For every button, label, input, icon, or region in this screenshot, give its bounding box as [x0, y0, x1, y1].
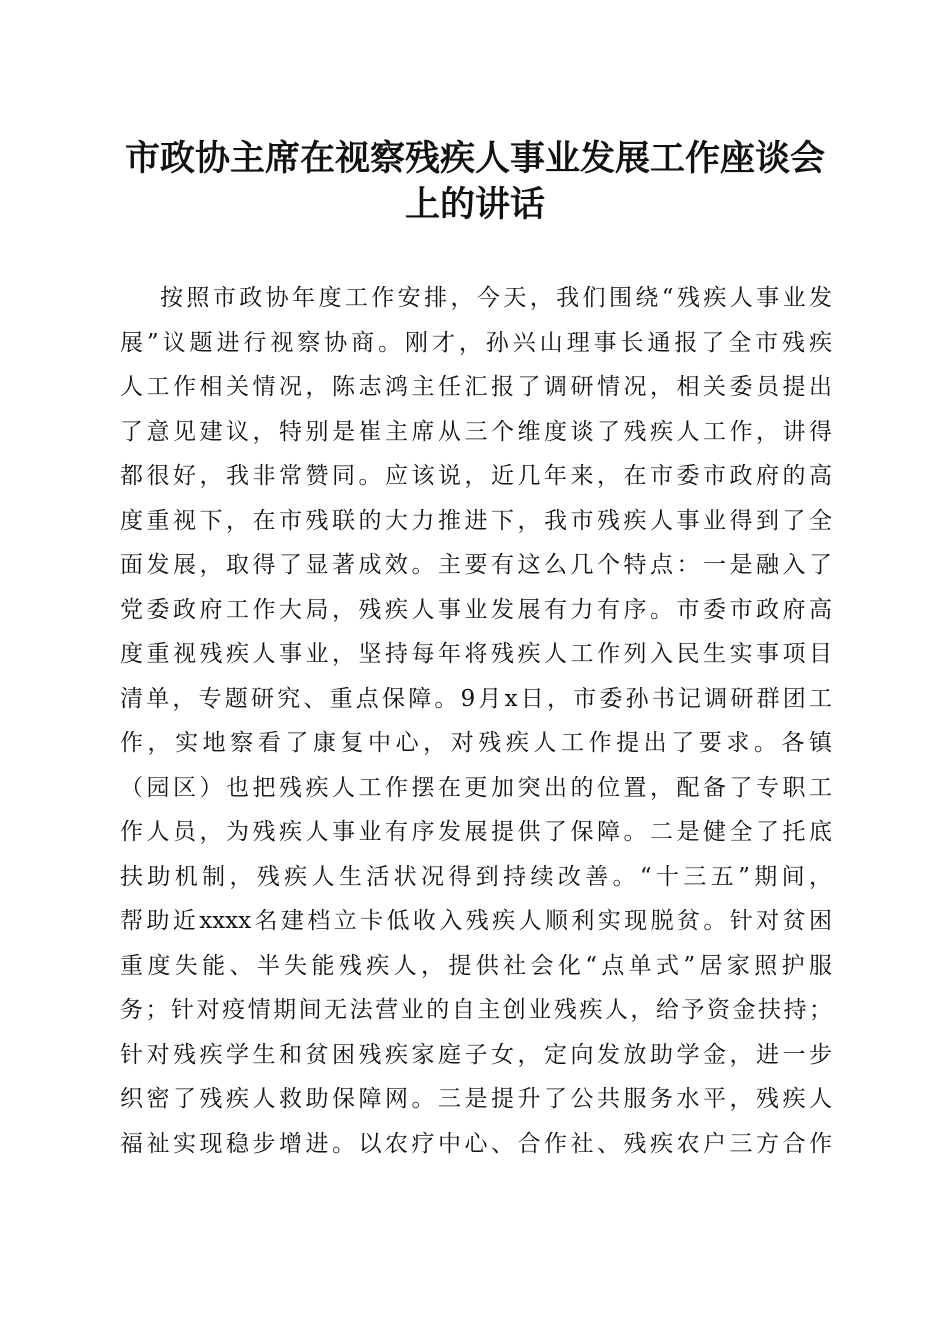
- paragraph-line: 作，实地察看了康复中心，对残疾人工作提出了要求。各镇: [120, 730, 832, 756]
- paragraph-line: 作人员，为残疾人事业有序发展提供了保障。二是健全了托底: [120, 819, 832, 845]
- paragraph-line: 按照市政协年度工作安排，今天，我们围绕“残疾人事业发: [160, 285, 832, 311]
- paragraph-line: 党委政府工作大局，残疾人事业发展有力有序。市委市政府高: [120, 596, 832, 623]
- paragraph-line: 清单，专题研究、重点保障。9月x日，市委孙书记调研群团工: [120, 685, 832, 712]
- paragraph-line: 人工作相关情况，陈志鸿主任汇报了调研情况，相关委员提出: [120, 374, 832, 400]
- document-title: [0, 136, 950, 228]
- paragraph-line: 帮助近xxxx名建档立卡低收入残疾人顺利实现脱贫。针对贫困: [120, 908, 832, 934]
- paragraph-line: 了意见建议，特别是崔主席从三个维度谈了残疾人工作，讲得: [120, 418, 832, 445]
- paragraph-line: （园区）也把残疾人工作摆在更加突出的位置，配备了专职工: [120, 774, 832, 801]
- paragraph-line: 织密了残疾人救助保障网。三是提升了公共服务水平，残疾人: [120, 1086, 832, 1112]
- paragraph-line: 度重视残疾人事业，坚持每年将残疾人工作列入民生实事项目: [120, 641, 832, 667]
- paragraph-line: 度重视下，在市残联的大力推进下，我市残疾人事业得到了全: [120, 507, 832, 534]
- paragraph-line: 扶助机制，残疾人生活状况得到持续改善。“十三五”期间，: [120, 863, 832, 890]
- paragraph-line: 福祉实现稳步增进。以农疗中心、合作社、残疾农户三方合作: [120, 1130, 832, 1157]
- paragraph-line: 务；针对疫情期间无法营业的自主创业残疾人，给予资金扶持；: [120, 997, 832, 1023]
- paragraph-line: 都很好，我非常赞同。应该说，近几年来，在市委市政府的高: [120, 463, 832, 489]
- title-line: 上的讲话: [404, 184, 545, 225]
- paragraph-line: 展”议题进行视察协商。刚才，孙兴山理事长通报了全市残疾: [120, 329, 832, 356]
- paragraph-line: 面发展，取得了显著成效。主要有这么几个特点：一是融入了: [120, 552, 832, 578]
- document-body: [120, 276, 832, 1166]
- title-line: 市政协主席在视察残疾人事业发展工作座谈会: [124, 138, 825, 179]
- paragraph-line: 针对残疾学生和贫困残疾家庭子女，定向发放助学金，进一步: [120, 1041, 832, 1068]
- paragraph-line: 重度失能、半失能残疾人，提供社会化“点单式”居家照护服: [120, 952, 832, 979]
